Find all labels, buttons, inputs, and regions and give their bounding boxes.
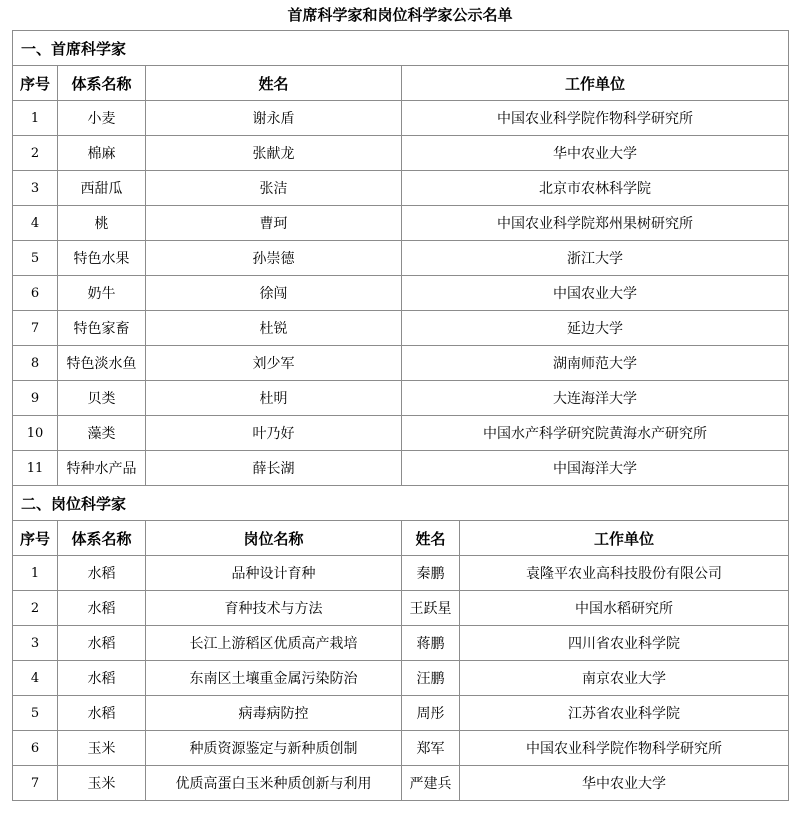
row-index: 10 — [13, 416, 58, 451]
row-org: 南京农业大学 — [460, 661, 789, 696]
table-row — [13, 241, 789, 276]
row-name: 谢永盾 — [146, 101, 402, 136]
row-org: 袁隆平农业高科技股份有限公司 — [460, 556, 789, 591]
table-row — [13, 276, 789, 311]
row-name: 曹珂 — [146, 206, 402, 241]
row-name: 刘少军 — [146, 346, 402, 381]
row-org: 大连海洋大学 — [402, 381, 789, 416]
table-row — [13, 626, 789, 661]
header-post: 岗位名称 — [146, 521, 402, 556]
row-org: 浙江大学 — [402, 241, 789, 276]
table-row — [13, 591, 789, 626]
table-row — [13, 171, 789, 206]
header-org: 工作单位 — [460, 521, 789, 556]
row-index: 11 — [13, 451, 58, 486]
header-name: 姓名 — [402, 521, 460, 556]
row-name: 薛长湖 — [146, 451, 402, 486]
table-row — [13, 136, 789, 171]
row-index: 7 — [13, 766, 58, 801]
header-index: 序号 — [13, 521, 58, 556]
header-system: 体系名称 — [58, 66, 146, 101]
row-name: 周彤 — [402, 696, 460, 731]
row-post: 长江上游稻区优质高产栽培 — [146, 626, 402, 661]
table-row — [13, 381, 789, 416]
row-index: 9 — [13, 381, 58, 416]
row-post: 病毒病防控 — [146, 696, 402, 731]
section-heading-row — [13, 486, 789, 521]
row-system: 水稻 — [58, 591, 146, 626]
row-name: 秦鹏 — [402, 556, 460, 591]
row-org: 四川省农业科学院 — [460, 626, 789, 661]
row-system: 西甜瓜 — [58, 171, 146, 206]
row-system: 水稻 — [58, 661, 146, 696]
table-row — [13, 661, 789, 696]
row-org: 中国水稻研究所 — [460, 591, 789, 626]
row-post: 品种设计育种 — [146, 556, 402, 591]
row-index: 4 — [13, 661, 58, 696]
row-org: 延边大学 — [402, 311, 789, 346]
table-row — [13, 311, 789, 346]
row-system: 特色水果 — [58, 241, 146, 276]
row-name: 杜明 — [146, 381, 402, 416]
row-org: 江苏省农业科学院 — [460, 696, 789, 731]
row-org: 中国农业科学院郑州果树研究所 — [402, 206, 789, 241]
row-index: 5 — [13, 241, 58, 276]
row-system: 棉麻 — [58, 136, 146, 171]
row-index: 2 — [13, 591, 58, 626]
row-index: 2 — [13, 136, 58, 171]
row-org: 中国农业大学 — [402, 276, 789, 311]
row-system: 水稻 — [58, 556, 146, 591]
row-system: 藻类 — [58, 416, 146, 451]
row-name: 孙崇德 — [146, 241, 402, 276]
row-org: 湖南师范大学 — [402, 346, 789, 381]
row-system: 玉米 — [58, 731, 146, 766]
section-heading-row — [13, 31, 789, 66]
header-row-chief — [13, 66, 789, 101]
row-name: 汪鹏 — [402, 661, 460, 696]
row-system: 小麦 — [58, 101, 146, 136]
row-org: 中国农业科学院作物科学研究所 — [402, 101, 789, 136]
header-index: 序号 — [13, 66, 58, 101]
header-system: 体系名称 — [58, 521, 146, 556]
row-post: 育种技术与方法 — [146, 591, 402, 626]
row-index: 6 — [13, 731, 58, 766]
row-name: 徐闯 — [146, 276, 402, 311]
row-name: 杜锐 — [146, 311, 402, 346]
row-system: 贝类 — [58, 381, 146, 416]
row-org: 中国水产科学研究院黄海水产研究所 — [402, 416, 789, 451]
row-index: 3 — [13, 626, 58, 661]
row-name: 王跃星 — [402, 591, 460, 626]
row-system: 水稻 — [58, 626, 146, 661]
header-org: 工作单位 — [402, 66, 789, 101]
page-title: 首席科学家和岗位科学家公示名单 — [287, 6, 513, 24]
table-row — [13, 766, 789, 801]
row-system: 特种水产品 — [58, 451, 146, 486]
table-row — [13, 696, 789, 731]
table-row — [13, 101, 789, 136]
row-system: 桃 — [58, 206, 146, 241]
row-system: 水稻 — [58, 696, 146, 731]
header-row-post — [13, 521, 789, 556]
row-name: 蒋鹏 — [402, 626, 460, 661]
row-org: 中国海洋大学 — [402, 451, 789, 486]
row-name: 张洁 — [146, 171, 402, 206]
row-name: 叶乃好 — [146, 416, 402, 451]
row-name: 郑军 — [402, 731, 460, 766]
row-index: 1 — [13, 101, 58, 136]
row-index: 6 — [13, 276, 58, 311]
row-org: 华中农业大学 — [460, 766, 789, 801]
row-index: 8 — [13, 346, 58, 381]
table-row — [13, 346, 789, 381]
table-row — [13, 556, 789, 591]
row-org: 华中农业大学 — [402, 136, 789, 171]
row-index: 5 — [13, 696, 58, 731]
row-system: 奶牛 — [58, 276, 146, 311]
section-heading-chief: 一、首席科学家 — [13, 31, 789, 66]
row-name: 严建兵 — [402, 766, 460, 801]
row-name: 张献龙 — [146, 136, 402, 171]
header-name: 姓名 — [146, 66, 402, 101]
row-index: 4 — [13, 206, 58, 241]
row-post: 优质高蛋白玉米种质创新与利用 — [146, 766, 402, 801]
row-system: 特色淡水鱼 — [58, 346, 146, 381]
row-index: 7 — [13, 311, 58, 346]
table-row — [13, 416, 789, 451]
row-post: 种质资源鉴定与新种质创制 — [146, 731, 402, 766]
row-org: 中国农业科学院作物科学研究所 — [460, 731, 789, 766]
row-system: 特色家畜 — [58, 311, 146, 346]
scientist-list-table — [12, 30, 789, 801]
section-heading-post: 二、岗位科学家 — [13, 486, 789, 521]
row-post: 东南区土壤重金属污染防治 — [146, 661, 402, 696]
row-index: 1 — [13, 556, 58, 591]
row-index: 3 — [13, 171, 58, 206]
table-row — [13, 731, 789, 766]
table-row — [13, 206, 789, 241]
row-org: 北京市农林科学院 — [402, 171, 789, 206]
row-system: 玉米 — [58, 766, 146, 801]
table-row — [13, 451, 789, 486]
